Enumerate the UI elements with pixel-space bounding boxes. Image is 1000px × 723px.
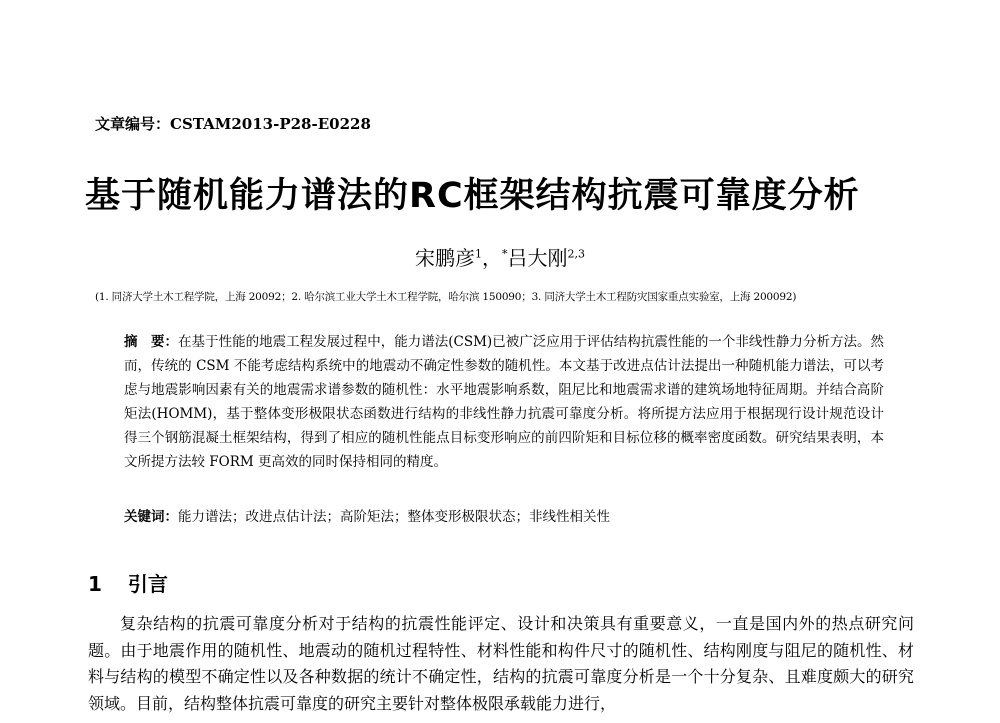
keywords-label: 关键词： xyxy=(124,509,178,525)
abstract-label: 摘 要： xyxy=(124,334,179,350)
author-line xyxy=(0,242,1000,271)
body-text xyxy=(88,611,914,717)
article-number-label: 文章编号： xyxy=(95,115,171,133)
keywords xyxy=(124,505,884,525)
paper-title: 基于随机能力谱法的RC框架结构抗震可靠度分析 xyxy=(85,176,860,216)
author-2: 吕大刚 xyxy=(507,246,568,270)
section-heading xyxy=(88,568,168,597)
abstract-text: 在基于性能的地震工程发展过程中，能力谱法(CSM)已被广泛应用于评估结构抗震性能的一个非线性静力分析方法。然而，传统的 CSM 不能考虑结构系统中的地震动不确定性参数的随机性。本文基于改进点估计法提出一种随机能力谱法，可以考虑与地震影响因素有关的地震需求谱参数的随机性：水平地震影响系数，阻尼比和地震需求谱的建筑场地特征周期。并结合高阶矩法(HOMM)，基于整体变形极限状态函数进行结构的非线性静力抗震可靠度分析。将所提方法应用于根据现行设计规范设计得三个钢筋混凝土框架结构，得到了相应的随机性能点目标变形响应的前四阶矩和目标位移的概率密度函数。研究结果表明，本文所提方法较 FORM 更高效的同时保持相同的精度。 xyxy=(124,334,884,470)
section-number: 1 xyxy=(88,572,102,596)
article-number xyxy=(95,113,371,134)
article-number-value: CSTAM2013-P28-E0228 xyxy=(170,115,371,133)
author-separator: ， xyxy=(482,246,502,270)
author-2-affil: 2,3 xyxy=(567,247,585,261)
body-paragraph: 复杂结构的抗震可靠度分析对于结构的抗震性能评定、设计和决策具有重要意义，一直是国内外的热点研究问题。由于地震作用的随机性、地震动的随机过程特性、材料性能和构件尺寸的随机性、结构刚度与阻尼的随机性、材料与结构的模型不确定性以及各种数据的统计不确定性，结构的抗震可靠度分析是一个十分复杂、且难度颇大的研究领域。目前，结构整体抗震可靠度的研究主要针对整体极限承载能力进行， xyxy=(88,614,914,713)
author-1-affil: 1 xyxy=(475,247,482,261)
section-title: 引言 xyxy=(127,572,168,596)
keywords-text: 能力谱法；改进点估计法；高阶矩法；整体变形极限状态；非线性相关性 xyxy=(178,509,610,525)
corresponding-mark: * xyxy=(502,247,508,261)
abstract xyxy=(124,330,884,474)
affiliations: (1. 同济大学土木工程学院，上海 20092；2. 哈尔滨工业大学土木工程学院，哈尔滨 150090；3. 同济大学土木工程防灾国家重点实验室，上海 200092) xyxy=(95,291,797,303)
author-1: 宋鹏彦 xyxy=(415,246,475,270)
